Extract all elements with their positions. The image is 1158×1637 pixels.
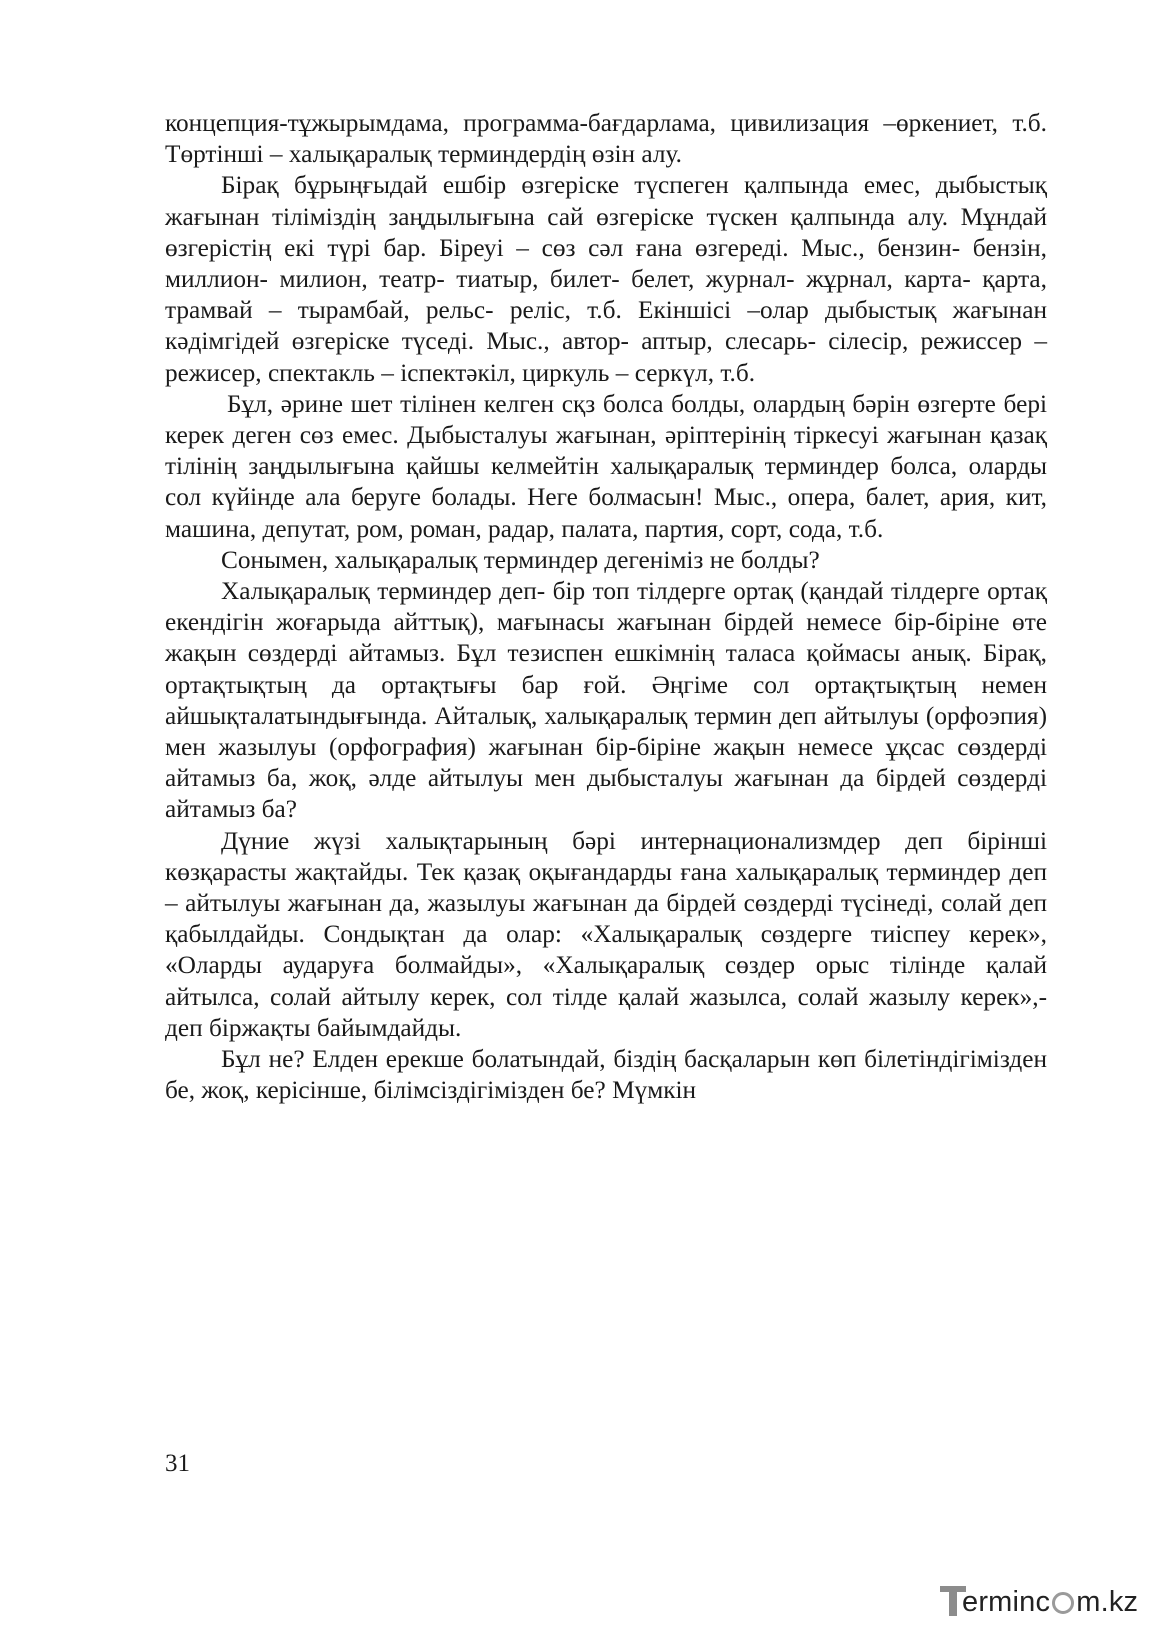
- logo-o-icon: [1052, 1592, 1074, 1614]
- page-body: [165, 108, 1047, 1107]
- paragraph: Бұл не? Елден ерекше болатындай, біздің басқаларын көп білетіндігімізден бе, жоқ, керісінше, білімсіздігімізден бе? Мүмкін: [165, 1045, 1047, 1105]
- page-number: 31: [165, 1450, 190, 1477]
- paragraph: концепция-тұжырымдама, программа-бағдарлама, цивилизация –өркениет, т.б. Төртінші – халықаралық терминдердің өзін алу.: [165, 109, 1047, 169]
- paragraph: Халықаралық терминдер деп- бір топ тілдерге ортақ (қандай тілдерге ортақ екендігін жоғарыда айттық), мағынасы жағынан бірдей немесе бір-біріне өте жақын сөздерді айтамыз. Бұл тезиспен ешкімнің таласа қоймасы анық. Бірақ, ортақтықтың да ортақтығы бар ғой. Әңгіме сол ортақтықтың немен айшықталатындығында. Айталық, халықаралық термин деп айтылуы (орфоэпия) мен жазылуы (орфография) жағынан бір-біріне жақын немесе ұқсас сөздерді айтамыз ба, жоқ, әлде айтылуы мен дыбысталуы жағынан да бірдей сөздерді айтамыз ба?: [165, 577, 1047, 824]
- paragraph: Сонымен, халықаралық терминдер дегеніміз не болды?: [221, 545, 820, 574]
- termincom-watermark-logo: [940, 1578, 1140, 1628]
- paragraph: Дүние жүзі халықтарының бәрі интернационализмдер деп бірінші көзқарасты жақтайды. Тек қазақ оқығандарды ғана халықаралық терминдер деп – айтылуы жағынан да, жазылуы жағынан да бірдей сөздерді түсінеді, солай деп қабылдайды. Сондықтан да олар: «Халықаралық сөздерге тиіспеу керек», «Оларды аударуға болмайды», «Халықаралық сөздер орыс тілінде қалай айтылса, солай айтылу керек, сол тілде қалай жазылса, солай жазылу керек»,- деп біржақты байымдайды.: [165, 826, 1047, 1042]
- paragraph: Бұл, әрине шет тілінен келген сқз болса болды, олардың бәрін өзгерте бері керек деген сөз емес. Дыбысталуы жағынан, әріптерінің тіркесуі жағынан қазақ тілінің заңдылығына қайшы келмейтін халықаралық терминдер болса, оларды сол күйінде ала беруге болады. Неге болмасын! Мыс., опера, балет, ария, кит, машина, депутат, ром, роман, радар, палата, партия, сорт, сода, т.б.: [165, 389, 1047, 543]
- paragraph: Бірақ бұрыңғыдай ешбір өзгеріске түспеген қалпында емес, дыбыстық жағынан тіліміздің заңдылығына сай өзгеріске түскен қалпында алу. Мұндай өзгерістің екі түрі бар. Біреуі – сөз сәл ғана өзгереді. Мыс., бензин- бензін, миллион- милион, театр- тиатыр, билет- белет, журнал- жұрнал, карта- қарта, трамвай – тырамбай, рельс- реліс, т.б. Екіншісі –олар дыбыстық жағынан кәдімгідей өзгеріске түседі. Мыс., автор- аптыр, слесарь- сілесір, режиссер – режисер, спектакль – іспектәкіл, циркуль – серкүл, т.б.: [165, 171, 1047, 387]
- watermark-text: erminc m.kz: [962, 1586, 1139, 1618]
